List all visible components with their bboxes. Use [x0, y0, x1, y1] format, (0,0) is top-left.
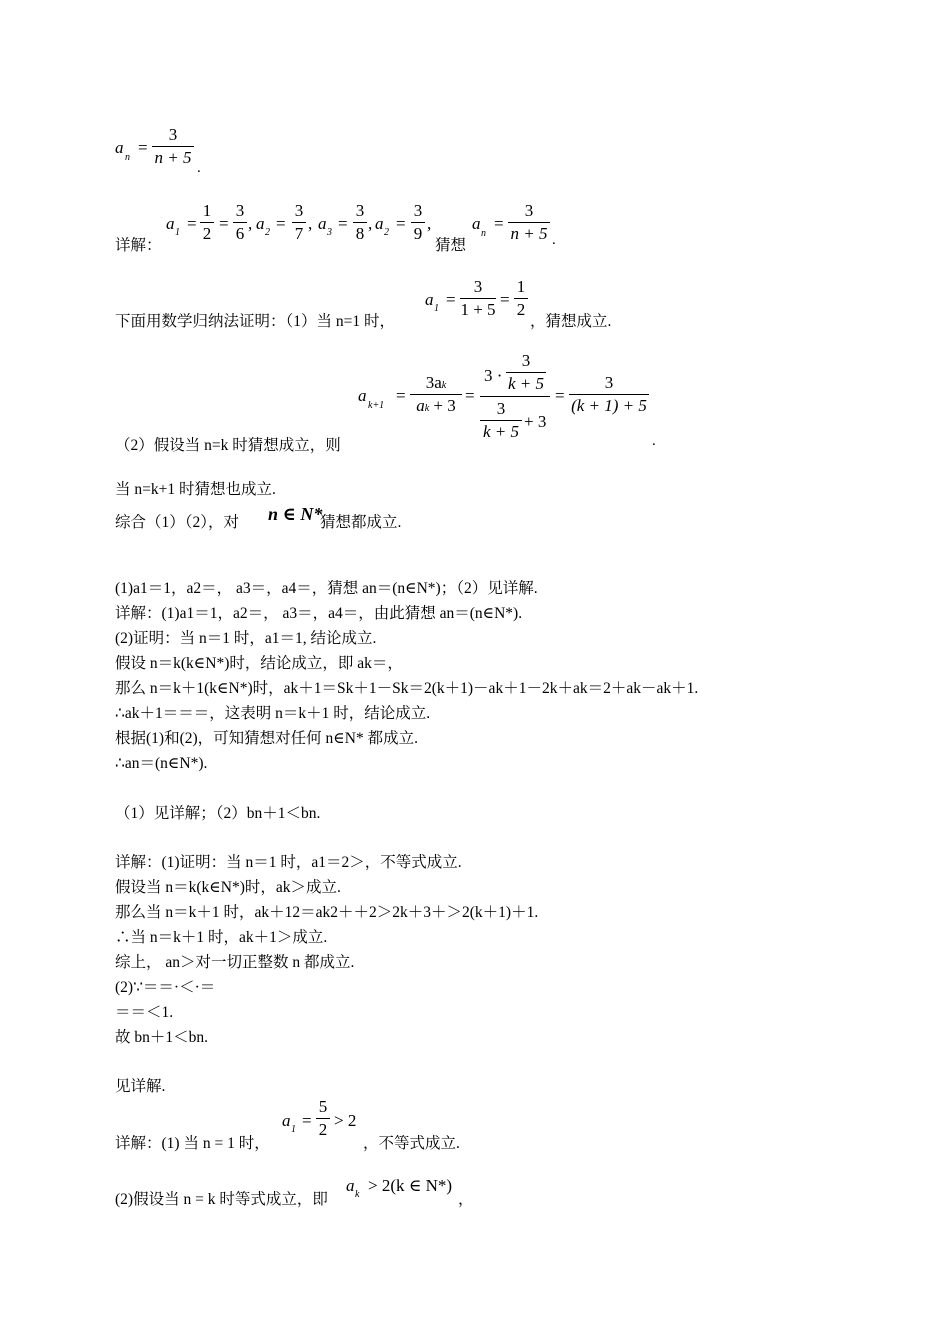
equals-sign: = — [494, 214, 504, 233]
period: . — [652, 433, 656, 449]
fraction-bar — [410, 394, 462, 395]
math-subscript: 3 — [327, 227, 332, 238]
math-subscript: 2 — [384, 227, 389, 238]
math-symbol: a — [115, 138, 124, 157]
denominator: 8 — [355, 223, 365, 243]
math-subscript: k+1 — [368, 400, 385, 411]
math-expression: n ∈ N* — [268, 504, 323, 524]
math-symbol: a — [375, 214, 384, 233]
equals-sign: = — [338, 214, 348, 233]
math-symbol: a — [256, 214, 265, 233]
numerator: 3 — [604, 373, 614, 392]
fraction-bar — [233, 222, 247, 223]
math-subscript: k — [355, 1189, 360, 1200]
text-line: (2)∵＝＝·＜·＝ — [115, 979, 216, 996]
math-symbol: a — [425, 290, 434, 309]
fraction-bar — [460, 298, 496, 299]
equals-sign: = — [187, 214, 197, 233]
denominator: 2 — [516, 299, 526, 319]
numerator: 3 — [496, 399, 506, 418]
numerator: 3 — [294, 201, 304, 220]
fraction-bar — [200, 222, 214, 223]
equals-sign: = — [276, 214, 286, 233]
comma: , — [308, 214, 313, 233]
fraction — [508, 202, 550, 243]
math-subscript: 2 — [265, 227, 270, 238]
numerator: 3 — [355, 201, 365, 220]
denominator: n + 5 — [154, 147, 192, 167]
math-subscript: n — [125, 152, 130, 163]
detail-label: 详解： — [115, 237, 162, 254]
inequality: > 2 — [334, 1111, 357, 1130]
answer-line: 见详解. — [115, 1078, 166, 1095]
fraction-bar — [514, 298, 528, 299]
paragraph-text: 当 n=k+1 时猜想也成立. — [115, 481, 276, 498]
denominator: (k + 1) + 5 — [571, 395, 647, 415]
paragraph-text: 猜想都成立. — [320, 514, 402, 531]
numerator: 3 — [524, 201, 534, 220]
numerator: 1 — [202, 201, 212, 220]
math-subscript: 1 — [434, 303, 439, 314]
inequality: > 2(k ∈ N*) — [368, 1176, 453, 1195]
fraction — [410, 374, 462, 415]
denominator-tail: + 3 — [524, 412, 547, 431]
denominator: k + 5 — [482, 421, 520, 441]
text-line: (1)a1＝1，a2＝， a3＝，a4＝，猜想 an＝(n∈N*)；（2）见详解. — [115, 580, 538, 597]
numerator: 3 — [168, 125, 178, 144]
guess-label: 猜想 — [435, 237, 467, 254]
denominator: 2 — [202, 223, 212, 243]
fraction — [233, 202, 247, 243]
math-symbol: a — [282, 1111, 291, 1130]
fraction-bar — [353, 222, 367, 223]
equals-sign: = — [138, 138, 148, 157]
numerator: 3 — [413, 201, 423, 220]
period: . — [552, 232, 556, 248]
comma: , — [427, 214, 432, 233]
fraction-bar — [569, 394, 649, 395]
denominator: 1 + 5 — [460, 299, 496, 319]
equals-sign: = — [500, 290, 510, 309]
paragraph-tail: ， — [458, 1191, 474, 1208]
paragraph-text: 下面用数学归纳法证明：（1）当 n=1 时， — [115, 313, 395, 330]
fraction — [316, 1098, 330, 1139]
text-line: 假设当 n＝k(k∈N*)时，ak＞成立. — [115, 879, 341, 896]
paragraph-tail: ，猜想成立. — [530, 313, 612, 330]
denominator: ak + 3 — [416, 395, 456, 415]
math-symbol: a — [346, 1176, 355, 1195]
complex-fraction — [480, 352, 550, 448]
fraction — [353, 202, 367, 243]
denominator: 6 — [235, 223, 245, 243]
text-line: 那么当 n＝k＋1 时，ak＋12＝ak2＋＋2＞2k＋3＋＞2(k＋1)＋1. — [115, 904, 539, 921]
fraction — [460, 278, 496, 319]
text-line: 详解：(1)a1＝1，a2＝， a3＝，a4＝，由此猜想 an＝(n∈N*). — [115, 605, 523, 622]
fraction-bar — [292, 222, 306, 223]
fraction — [200, 202, 214, 243]
paragraph-text: 综合（1）（2），对 — [115, 514, 240, 531]
fraction-bar — [152, 146, 194, 147]
numerator: 5 — [318, 1097, 328, 1116]
equals-sign: = — [302, 1111, 312, 1130]
fraction-bar — [480, 396, 550, 397]
denominator: 9 — [413, 223, 423, 243]
numerator: 3 — [521, 351, 531, 370]
equals-sign: = — [465, 386, 475, 405]
text-line: 详解：(1)证明：当 n＝1 时，a1＝2＞，不等式成立. — [115, 854, 462, 871]
fraction — [480, 400, 522, 441]
equals-sign: = — [396, 214, 406, 233]
math-symbol: a — [358, 386, 367, 405]
numerator: 3 — [473, 277, 483, 296]
text-line: 根据(1)和(2)，可知猜想对任何 n∈N* 都成立. — [115, 730, 418, 747]
paragraph-tail: ，不等式成立. — [363, 1135, 460, 1152]
numerator: 3ak — [425, 373, 447, 392]
text-line: 故 bn＋1＜bn. — [115, 1029, 209, 1046]
math-subscript: 1 — [175, 227, 180, 238]
equals-sign: = — [555, 386, 565, 405]
fraction-bar — [506, 372, 546, 373]
text-line: ＝＝＜1. — [115, 1004, 174, 1021]
fraction-bar — [316, 1118, 330, 1119]
fraction — [514, 278, 528, 319]
paragraph-text: （2）假设当 n=k 时猜想成立，则 — [115, 437, 341, 454]
text-line: 那么 n＝k＋1(k∈N*)时，ak＋1＝Sk＋1－Sk＝2(k＋1)－ak＋1－2k＋ak＝2＋ak－ak＋1. — [115, 680, 699, 697]
text-line: ∴ak＋1＝＝＝，这表明 n＝k＋1 时，结论成立. — [115, 705, 431, 722]
fraction — [569, 374, 649, 415]
text-line: 假设 n＝k(k∈N*)时，结论成立，即 ak＝， — [115, 655, 403, 672]
text-line: 综上， an＞对一切正整数 n 都成立. — [115, 954, 355, 971]
equals-sign: = — [396, 386, 406, 405]
text-line: ∴an＝(n∈N*). — [115, 755, 208, 772]
paragraph-text: 详解：(1) 当 n = 1 时， — [115, 1135, 270, 1152]
denominator: 7 — [294, 223, 304, 243]
paragraph-text: (2)假设当 n = k 时等式成立，即 — [115, 1191, 328, 1208]
answer-line: （1）见详解；（2）bn＋1＜bn. — [115, 805, 321, 822]
math-subscript: n — [481, 228, 486, 239]
math-subscript: 1 — [291, 1124, 296, 1135]
fraction — [292, 202, 306, 243]
text-line: (2)证明：当 n＝1 时，a1＝1, 结论成立. — [115, 630, 377, 647]
numerator: 3 — [235, 201, 245, 220]
math-symbol: a — [472, 214, 481, 233]
comma: , — [248, 214, 253, 233]
fraction — [411, 202, 425, 243]
denominator: k + 5 — [507, 373, 545, 393]
numerator: 1 — [516, 277, 526, 296]
fraction-bar — [411, 222, 425, 223]
text-line: ∴当 n＝k＋1 时，ak＋1＞成立. — [115, 929, 328, 946]
comma: , — [368, 214, 373, 233]
denominator: n + 5 — [510, 223, 548, 243]
period: . — [197, 160, 201, 176]
fraction — [152, 126, 194, 167]
numerator-lead: 3 · — [484, 366, 503, 385]
math-symbol: a — [166, 214, 175, 233]
fraction-bar — [508, 222, 550, 223]
math-symbol: a — [318, 214, 327, 233]
equals-sign: = — [446, 290, 456, 309]
fraction-bar — [480, 420, 522, 421]
equals-sign: = — [219, 214, 229, 233]
denominator: 2 — [318, 1119, 328, 1139]
fraction — [506, 352, 546, 393]
